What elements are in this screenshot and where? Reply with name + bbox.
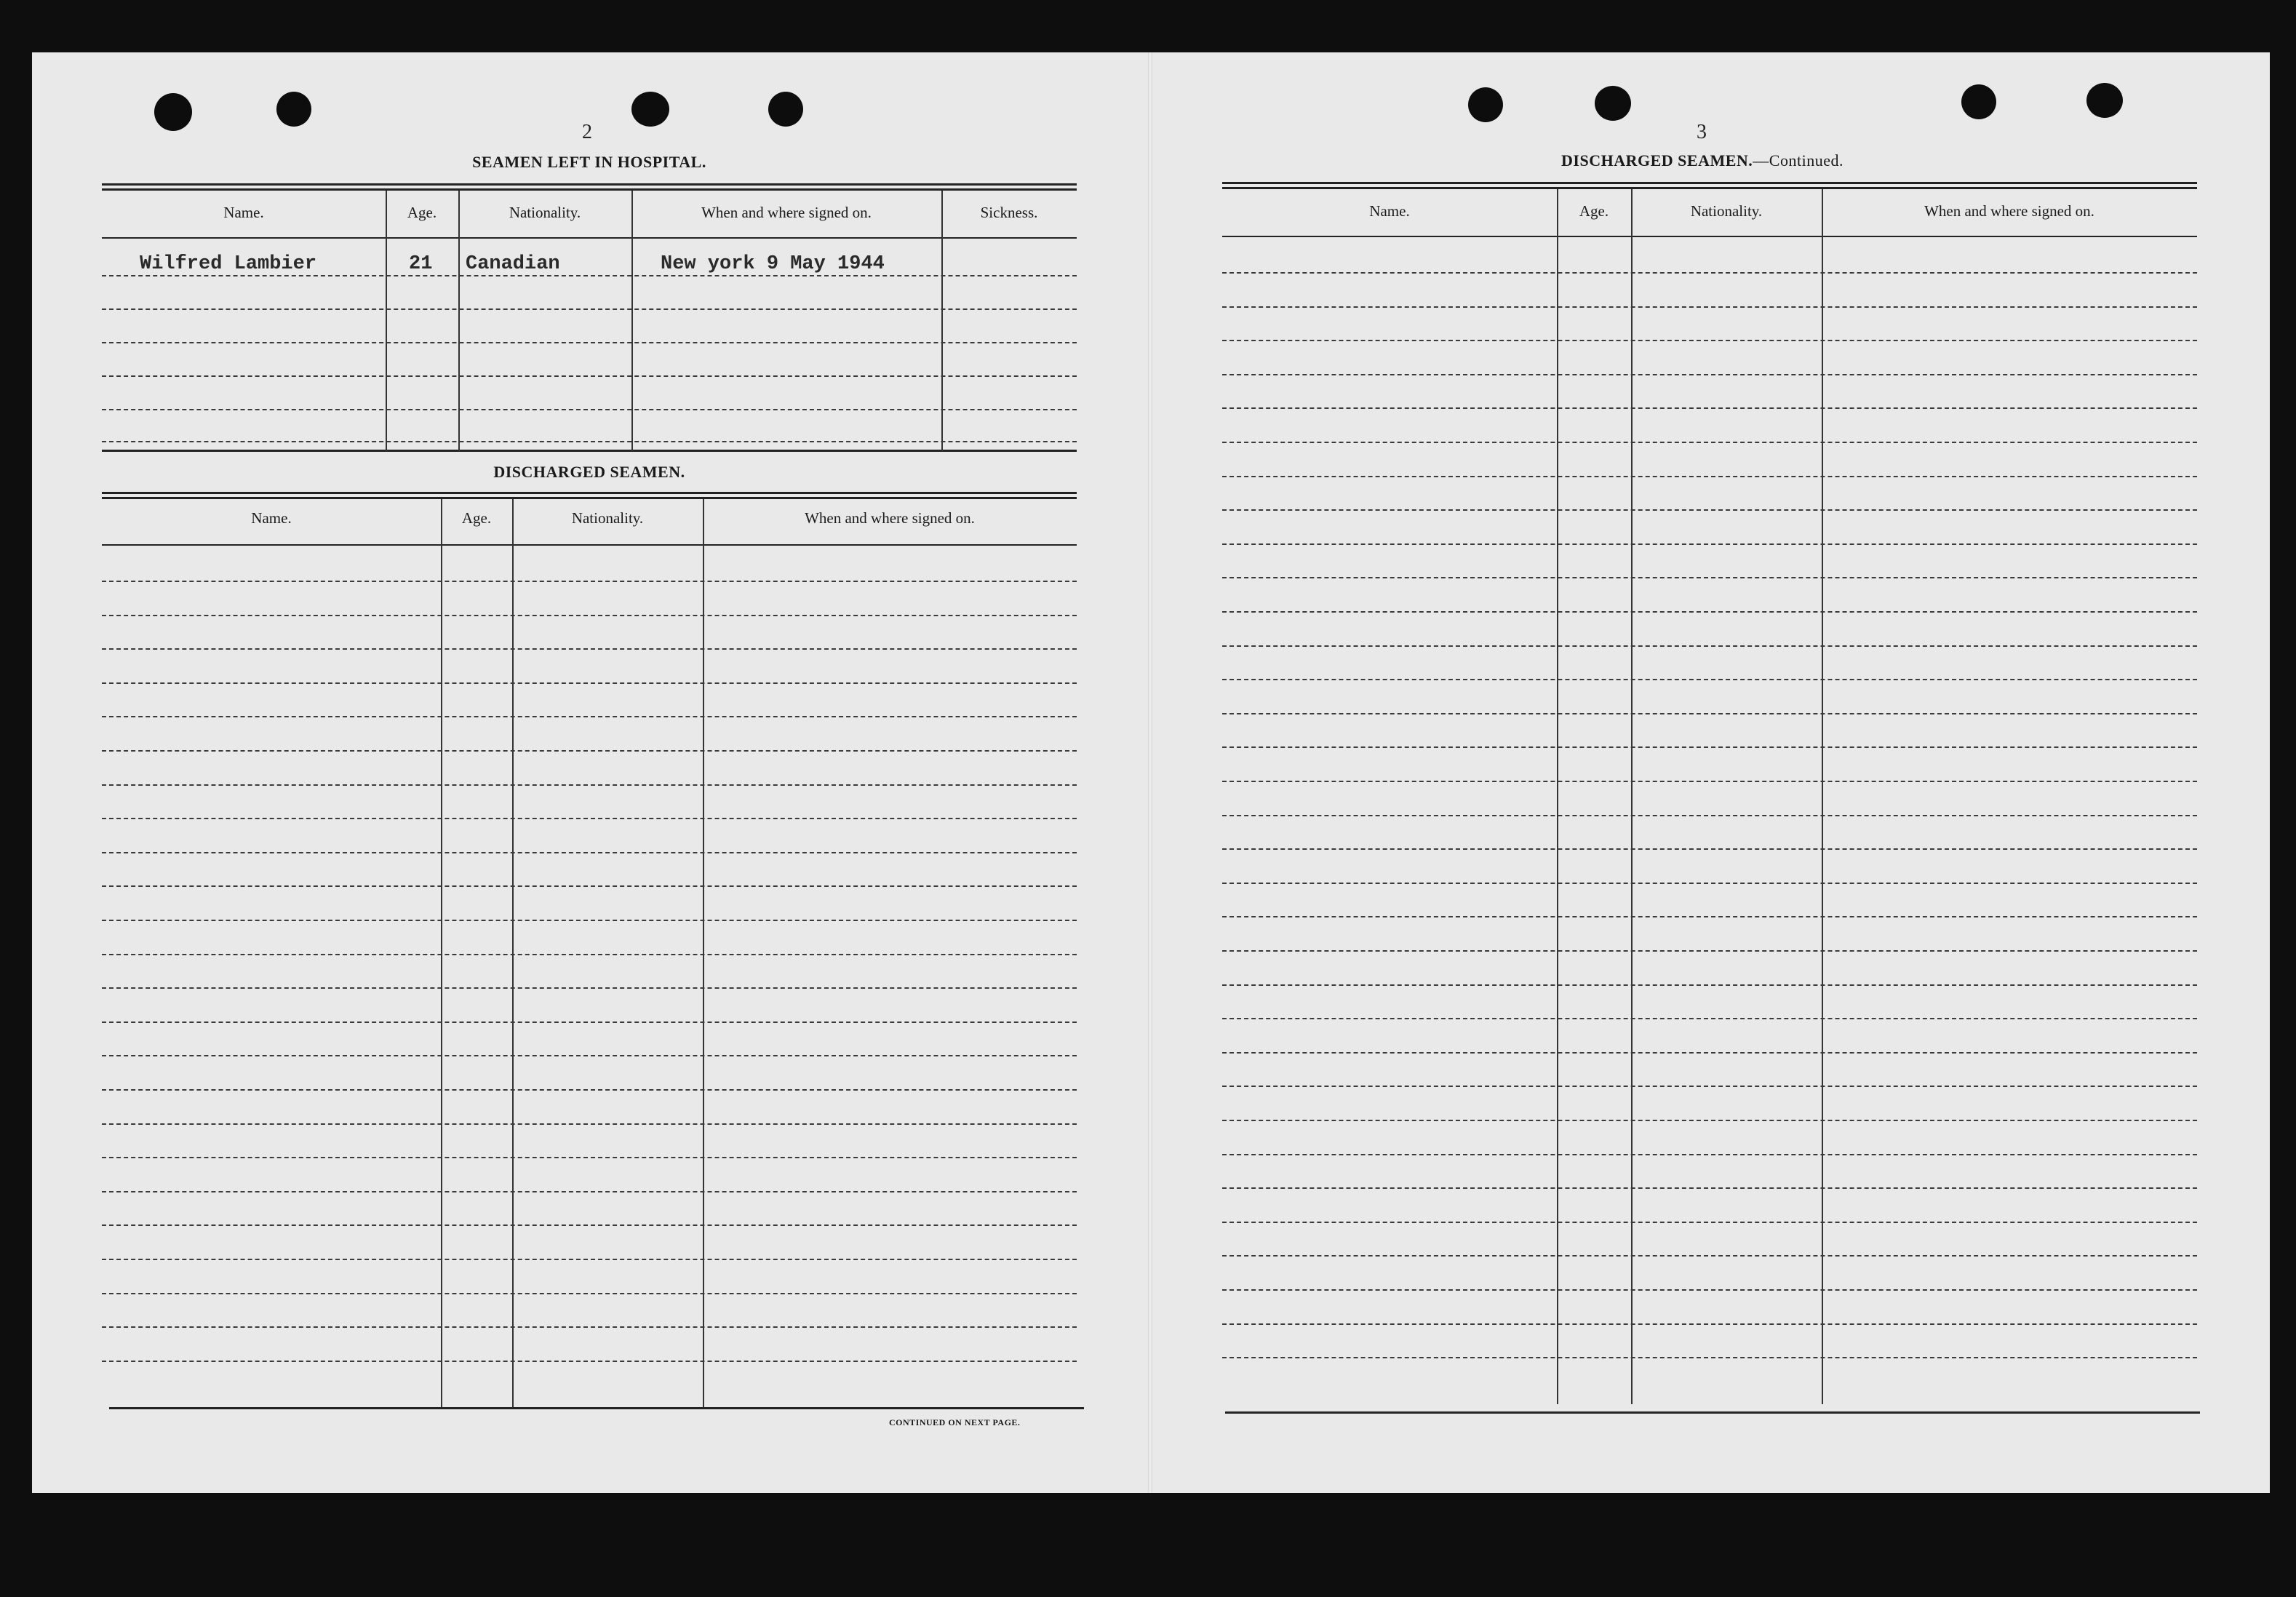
col-header-name: Name. [251, 509, 292, 527]
discharged-title-text: DISCHARGED SEAMEN. [1561, 151, 1753, 170]
entry-line [1222, 340, 2197, 341]
entry-line [1222, 306, 2197, 308]
punch-hole [1961, 84, 1996, 119]
continued-suffix: —Continued. [1753, 151, 1843, 170]
entry-line [1222, 509, 2197, 511]
entry-line [1222, 848, 2197, 850]
entry-line [1222, 984, 2197, 986]
entry-line [1222, 1323, 2197, 1325]
page-fold [1148, 52, 1152, 1493]
entry-line [1222, 679, 2197, 680]
hospital-table-bottom-rule [102, 450, 1077, 452]
entry-line [1222, 781, 2197, 782]
col-header-nationality: Nationality. [509, 204, 581, 221]
entry-line [1222, 1154, 2197, 1155]
entry-line [1222, 543, 2197, 545]
col-header-name: Name. [223, 204, 264, 221]
entry-line [1222, 577, 2197, 578]
entry-line [102, 1259, 1077, 1260]
entry-line [102, 818, 1077, 819]
hospital-row-nationality: Canadian [466, 253, 560, 275]
entry-line [102, 1089, 1077, 1091]
hospital-header-rule [102, 237, 1077, 239]
punch-hole [1595, 86, 1631, 121]
entry-line [1222, 1357, 2197, 1358]
entry-line [102, 852, 1077, 853]
hospital-table-top-rule [102, 188, 1077, 191]
entry-line [102, 342, 1077, 343]
entry-line [1222, 1255, 2197, 1257]
entry-line [102, 1293, 1077, 1294]
column-divider [458, 191, 460, 451]
entry-line [102, 885, 1077, 887]
discharged-continued-title [1499, 151, 1906, 170]
column-divider [631, 191, 633, 451]
col-header-sickness: Sickness. [980, 204, 1038, 221]
discharged-table-bottom-rule [109, 1407, 1084, 1409]
discharged-table-bottom-rule [1225, 1411, 2200, 1414]
entry-line [1222, 950, 2197, 952]
entry-line [1222, 374, 2197, 375]
entry-line [102, 1326, 1077, 1328]
entry-line [102, 275, 1077, 276]
punch-hole [276, 92, 311, 127]
col-header-age: Age. [407, 204, 437, 221]
page-number: 3 [1697, 121, 1707, 143]
entry-line [102, 441, 1077, 442]
entry-line [1222, 476, 2197, 477]
hospital-row-name: Wilfred Lambier [140, 253, 317, 275]
col-header-signed-on: When and where signed on. [805, 509, 975, 527]
punch-hole [154, 93, 192, 131]
entry-line [102, 1123, 1077, 1125]
page-number: 2 [582, 121, 592, 143]
entry-line [102, 1021, 1077, 1023]
column-divider [386, 191, 387, 451]
entry-line [102, 750, 1077, 752]
entry-line [102, 409, 1077, 410]
entry-line [1222, 1086, 2197, 1087]
entry-line [1222, 407, 2197, 409]
col-header-nationality: Nationality. [571, 509, 644, 527]
punch-hole [631, 92, 669, 127]
discharged-table-top-rule [102, 492, 1077, 494]
entry-line [1222, 746, 2197, 748]
col-header-signed-on: When and where signed on. [1924, 202, 2094, 220]
entry-line [1222, 916, 2197, 917]
hospital-table-top-rule [102, 183, 1077, 186]
entry-line [102, 1361, 1077, 1362]
entry-line [102, 1055, 1077, 1056]
entry-line [102, 375, 1077, 377]
entry-line [1222, 1187, 2197, 1189]
entry-line [1222, 1222, 2197, 1223]
entry-line [102, 987, 1077, 989]
entry-line [102, 1224, 1077, 1226]
discharged-table-top-rule [1222, 182, 2197, 184]
entry-line [1222, 272, 2197, 274]
entry-line [102, 784, 1077, 786]
entry-line [102, 308, 1077, 310]
hospital-row-signed-on: New york 9 May 1944 [661, 253, 885, 275]
col-header-age: Age. [461, 509, 492, 527]
entry-line [1222, 815, 2197, 816]
col-header-signed-on: When and where signed on. [701, 204, 872, 221]
punch-hole [1468, 87, 1503, 122]
entry-line [1222, 713, 2197, 714]
hospital-row-age: 21 [409, 253, 433, 275]
entry-line [102, 716, 1077, 717]
entry-line [1222, 1052, 2197, 1054]
entry-line [1222, 883, 2197, 884]
entry-line [102, 954, 1077, 955]
discharged-header-rule [102, 544, 1077, 546]
col-header-age: Age. [1579, 202, 1609, 220]
punch-hole [2086, 83, 2123, 118]
entry-line [1222, 1120, 2197, 1121]
entry-line [1222, 645, 2197, 647]
discharged-table-top-rule [102, 497, 1077, 499]
entry-line [102, 682, 1077, 684]
entry-line [102, 648, 1077, 650]
entry-line [1222, 442, 2197, 443]
hospital-section-title: SEAMEN LEFT IN HOSPITAL. [472, 153, 706, 171]
column-divider [941, 191, 943, 451]
discharged-table-top-rule [1222, 187, 2197, 189]
continued-note: CONTINUED ON NEXT PAGE. [889, 1417, 1021, 1427]
entry-line [102, 581, 1077, 582]
punch-hole [768, 92, 803, 127]
entry-line [1222, 611, 2197, 613]
entry-line [1222, 1289, 2197, 1291]
discharged-header-rule [1222, 236, 2197, 237]
entry-line [102, 615, 1077, 616]
entry-line [102, 920, 1077, 921]
entry-line [1222, 1018, 2197, 1019]
entry-line [102, 1191, 1077, 1192]
col-header-name: Name. [1369, 202, 1410, 220]
entry-line [102, 1157, 1077, 1158]
col-header-nationality: Nationality. [1690, 202, 1763, 220]
discharged-section-title: DISCHARGED SEAMEN. [493, 463, 685, 481]
